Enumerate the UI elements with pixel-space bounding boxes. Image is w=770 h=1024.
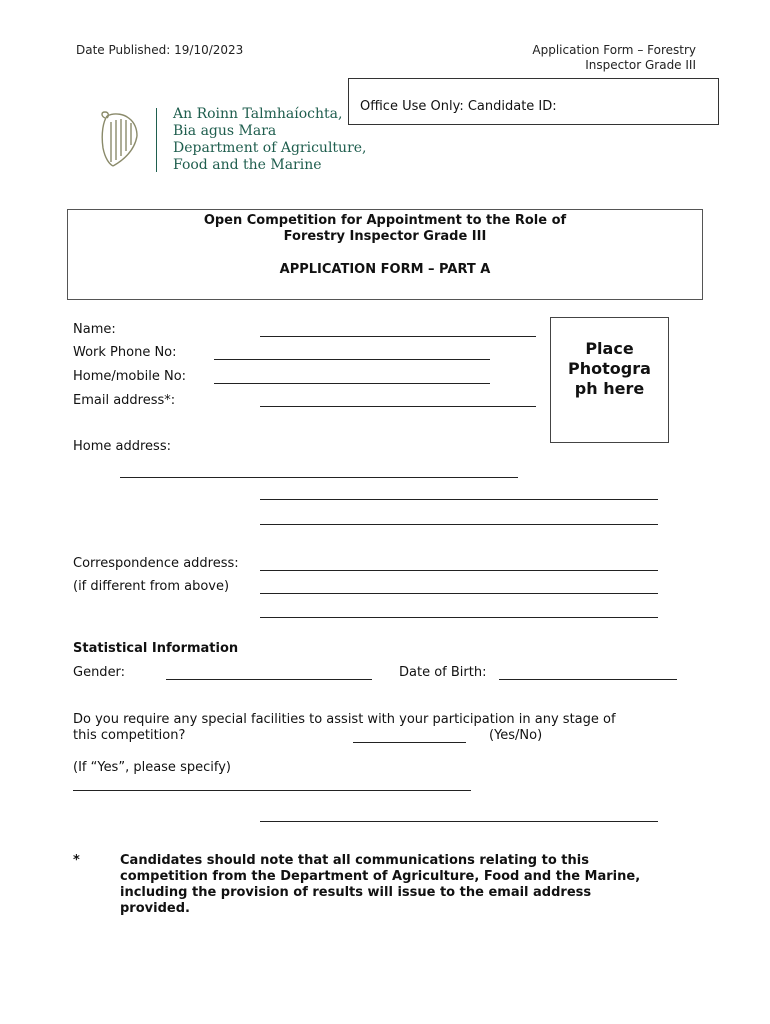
- date-published: Date Published: 19/10/2023: [76, 43, 244, 57]
- specify-label: (If “Yes”, please specify): [73, 760, 231, 775]
- specify-field-line2[interactable]: [260, 821, 658, 822]
- specify-field-line1[interactable]: [73, 790, 471, 791]
- photo-placeholder: [550, 317, 669, 443]
- home-address-line3[interactable]: [260, 524, 658, 525]
- logo-line2: Bia agus Mara: [173, 123, 277, 139]
- work-phone-field[interactable]: [214, 359, 490, 360]
- email-communication-note: [120, 853, 720, 917]
- harp-icon: [97, 108, 145, 172]
- logo-line3: Department of Agriculture,: [173, 140, 367, 156]
- note-line1: Candidates should note that all communications relating to this: [120, 853, 589, 868]
- yes-no-label: (Yes/No): [489, 728, 543, 743]
- correspondence-address-line1[interactable]: [260, 570, 658, 571]
- work-phone-label: Work Phone No:: [73, 345, 177, 360]
- note-line2: competition from the Department of Agriculture, Food and the Marine,: [120, 869, 641, 884]
- logo-divider: [156, 108, 157, 172]
- department-logo-text: [173, 106, 367, 174]
- home-mobile-field[interactable]: [214, 383, 490, 384]
- photo-text-line2: Photogra: [568, 359, 651, 378]
- gender-field[interactable]: [166, 679, 372, 680]
- facilities-question-line1: Do you require any special facilities to assist with your participation in any stage of: [73, 712, 616, 727]
- office-use-box: [348, 78, 719, 125]
- dob-label: Date of Birth:: [399, 665, 487, 680]
- form-title-header: [532, 43, 696, 73]
- correspondence-address-line3[interactable]: [260, 617, 658, 618]
- application-form-part: APPLICATION FORM – PART A: [279, 262, 491, 277]
- home-address-line1[interactable]: [120, 477, 518, 478]
- competition-title-line1: Open Competition for Appointment to the Role of: [203, 213, 567, 228]
- photo-text-line3: ph here: [574, 379, 645, 398]
- logo-line4: Food and the Marine: [173, 157, 322, 173]
- logo-line1: An Roinn Talmhaíochta,: [173, 106, 343, 122]
- correspondence-address-line2[interactable]: [260, 593, 658, 594]
- office-use-label: Office Use Only: Candidate ID:: [360, 99, 557, 114]
- form-title-line1: Application Form – Forestry: [532, 43, 696, 57]
- facilities-question-line2: this competition?: [73, 728, 186, 743]
- home-address-label: Home address:: [73, 439, 171, 454]
- name-field[interactable]: [260, 336, 536, 337]
- competition-title-line2: Forestry Inspector Grade III: [283, 229, 487, 244]
- statistical-heading: Statistical Information: [73, 641, 239, 656]
- name-label: Name:: [73, 322, 116, 337]
- dob-field[interactable]: [499, 679, 677, 680]
- home-mobile-label: Home/mobile No:: [73, 369, 187, 384]
- email-field[interactable]: [260, 406, 536, 407]
- correspondence-address-label: Correspondence address:: [73, 556, 239, 571]
- email-label: Email address*:: [73, 393, 176, 408]
- home-address-line2[interactable]: [260, 499, 658, 500]
- form-title-line2: Inspector Grade III: [585, 58, 696, 72]
- note-line3: including the provision of results will issue to the email address: [120, 885, 592, 900]
- facilities-yes-no-field[interactable]: [353, 742, 466, 743]
- photo-text-line1: Place: [585, 339, 634, 358]
- gender-label: Gender:: [73, 665, 126, 680]
- note-line4: provided.: [120, 901, 190, 916]
- note-marker: *: [73, 853, 80, 868]
- competition-title-box: [67, 209, 703, 300]
- correspondence-note: (if different from above): [73, 579, 230, 594]
